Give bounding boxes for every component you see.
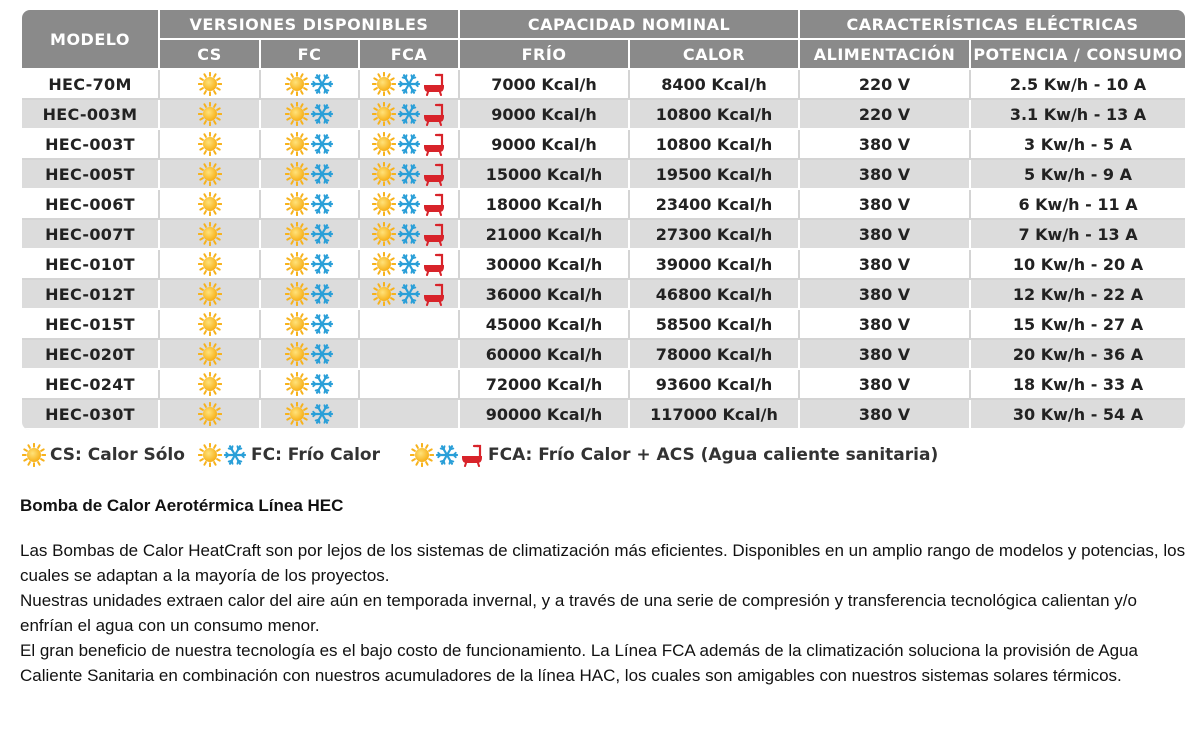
- fca-cell: [360, 220, 460, 250]
- version-icons: [198, 192, 222, 216]
- article: [20, 496, 1190, 688]
- fca-cell: [360, 280, 460, 310]
- potencia-cell: 10 Kw/h - 20 A: [971, 250, 1185, 280]
- snowflake-icon: [397, 282, 421, 306]
- frio-cell: 90000 Kcal/h: [460, 400, 630, 430]
- model-cell: HEC-005T: [22, 160, 160, 190]
- legend: [22, 438, 1185, 472]
- potencia-cell: 12 Kw/h - 22 A: [971, 280, 1185, 310]
- version-icons: [198, 342, 222, 366]
- version-icons: [198, 102, 222, 126]
- frio-cell: 60000 Kcal/h: [460, 340, 630, 370]
- sun-icon: [285, 372, 309, 396]
- alimentacion-cell: 380 V: [800, 190, 971, 220]
- fca-cell: [360, 130, 460, 160]
- fc-cell: [261, 70, 360, 100]
- sun-icon: [198, 372, 222, 396]
- model-cell: HEC-024T: [22, 370, 160, 400]
- header-model: MODELO: [22, 10, 160, 70]
- version-icons: [285, 312, 334, 336]
- bathtub-icon: [460, 443, 484, 467]
- version-icons: [372, 252, 446, 276]
- version-icons: [372, 72, 446, 96]
- sun-icon: [285, 252, 309, 276]
- alimentacion-cell: 380 V: [800, 310, 971, 340]
- model-cell: HEC-70M: [22, 70, 160, 100]
- snowflake-icon: [397, 162, 421, 186]
- sun-icon: [372, 192, 396, 216]
- fc-cell: [261, 100, 360, 130]
- bathtub-icon: [422, 72, 446, 96]
- calor-cell: 23400 Kcal/h: [630, 190, 800, 220]
- model-cell: HEC-015T: [22, 310, 160, 340]
- cs-cell: [160, 220, 261, 250]
- snowflake-icon: [435, 443, 459, 467]
- legend-item-fc: [198, 438, 380, 472]
- bathtub-icon: [422, 252, 446, 276]
- version-icons: [22, 443, 46, 467]
- frio-cell: 45000 Kcal/h: [460, 310, 630, 340]
- calor-cell: 8400 Kcal/h: [630, 70, 800, 100]
- version-icons: [285, 132, 334, 156]
- snowflake-icon: [397, 222, 421, 246]
- sun-icon: [198, 342, 222, 366]
- sun-icon: [198, 102, 222, 126]
- frio-cell: 72000 Kcal/h: [460, 370, 630, 400]
- header-capacity: CAPACIDAD NOMINAL: [460, 10, 800, 40]
- sun-icon: [372, 252, 396, 276]
- snowflake-icon: [310, 372, 334, 396]
- alimentacion-cell: 380 V: [800, 160, 971, 190]
- model-cell: HEC-020T: [22, 340, 160, 370]
- alimentacion-cell: 380 V: [800, 130, 971, 160]
- version-icons: [372, 132, 446, 156]
- version-icons: [198, 132, 222, 156]
- header-alimentacion: ALIMENTACIÓN: [800, 40, 971, 70]
- sun-icon: [285, 192, 309, 216]
- fc-cell: [261, 250, 360, 280]
- version-icons: [372, 222, 446, 246]
- fc-cell: [261, 280, 360, 310]
- cs-cell: [160, 310, 261, 340]
- table-row: [22, 70, 1185, 100]
- cs-cell: [160, 280, 261, 310]
- table-row: [22, 400, 1185, 430]
- model-cell: HEC-003T: [22, 130, 160, 160]
- fc-cell: [261, 340, 360, 370]
- table-row: [22, 160, 1185, 190]
- version-icons: [285, 222, 334, 246]
- sun-icon: [372, 222, 396, 246]
- header-calor: CALOR: [630, 40, 800, 70]
- version-icons: [198, 282, 222, 306]
- snowflake-icon: [397, 132, 421, 156]
- bathtub-icon: [422, 102, 446, 126]
- fca-cell: [360, 400, 460, 430]
- version-icons: [285, 342, 334, 366]
- frio-cell: 21000 Kcal/h: [460, 220, 630, 250]
- sun-icon: [372, 282, 396, 306]
- fca-cell: [360, 370, 460, 400]
- snowflake-icon: [397, 252, 421, 276]
- snowflake-icon: [310, 342, 334, 366]
- table-row: [22, 310, 1185, 340]
- alimentacion-cell: 380 V: [800, 250, 971, 280]
- article-paragraph-2: Nuestras unidades extraen calor del aire aún en temporada invernal, y a través de una serie de compresión y transferencia tecnológica calientan y/o enfrían el agua con un consumo menor.: [20, 591, 1137, 635]
- snowflake-icon: [310, 162, 334, 186]
- bathtub-icon: [422, 162, 446, 186]
- version-icons: [198, 72, 222, 96]
- potencia-cell: 20 Kw/h - 36 A: [971, 340, 1185, 370]
- fca-cell: [360, 70, 460, 100]
- sun-icon: [198, 282, 222, 306]
- version-icons: [372, 282, 446, 306]
- header-versions: VERSIONES DISPONIBLES: [160, 10, 460, 40]
- fc-cell: [261, 310, 360, 340]
- version-icons: [285, 372, 334, 396]
- version-icons: [372, 102, 446, 126]
- potencia-cell: 3.1 Kw/h - 13 A: [971, 100, 1185, 130]
- sun-icon: [372, 102, 396, 126]
- model-cell: HEC-007T: [22, 220, 160, 250]
- potencia-cell: 30 Kw/h - 54 A: [971, 400, 1185, 430]
- model-cell: HEC-010T: [22, 250, 160, 280]
- version-icons: [198, 312, 222, 336]
- version-icons: [285, 252, 334, 276]
- snowflake-icon: [310, 402, 334, 426]
- table-row: [22, 250, 1185, 280]
- model-cell: HEC-006T: [22, 190, 160, 220]
- snowflake-icon: [310, 282, 334, 306]
- snowflake-icon: [310, 102, 334, 126]
- model-cell: HEC-030T: [22, 400, 160, 430]
- fca-cell: [360, 310, 460, 340]
- calor-cell: 117000 Kcal/h: [630, 400, 800, 430]
- fc-cell: [261, 370, 360, 400]
- alimentacion-cell: 380 V: [800, 220, 971, 250]
- spec-table-panel: [22, 10, 1185, 430]
- version-icons: [285, 72, 334, 96]
- potencia-cell: 2.5 Kw/h - 10 A: [971, 70, 1185, 100]
- alimentacion-cell: 380 V: [800, 280, 971, 310]
- cs-cell: [160, 250, 261, 280]
- snowflake-icon: [310, 192, 334, 216]
- cs-cell: [160, 190, 261, 220]
- snowflake-icon: [310, 132, 334, 156]
- fc-cell: [261, 160, 360, 190]
- snowflake-icon: [223, 443, 247, 467]
- cs-cell: [160, 160, 261, 190]
- calor-cell: 10800 Kcal/h: [630, 130, 800, 160]
- sun-icon: [198, 72, 222, 96]
- sun-icon: [285, 132, 309, 156]
- fca-cell: [360, 250, 460, 280]
- fca-cell: [360, 160, 460, 190]
- legend-item-cs: [22, 438, 185, 472]
- table-row: [22, 340, 1185, 370]
- snowflake-icon: [310, 222, 334, 246]
- version-icons: [198, 222, 222, 246]
- sun-icon: [285, 312, 309, 336]
- fca-cell: [360, 100, 460, 130]
- bathtub-icon: [422, 282, 446, 306]
- table-row: [22, 280, 1185, 310]
- sun-icon: [198, 222, 222, 246]
- snowflake-icon: [397, 102, 421, 126]
- article-paragraph-1: Las Bombas de Calor HeatCraft son por lejos de los sistemas de climatización más eficientes. Disponibles en un amplio rango de modelos y potencias, los cuales se adaptan a la mayoría de los proyectos.: [20, 541, 1186, 585]
- fca-cell: [360, 340, 460, 370]
- frio-cell: 15000 Kcal/h: [460, 160, 630, 190]
- header-fca: FCA: [360, 40, 460, 70]
- cs-cell: [160, 370, 261, 400]
- frio-cell: 36000 Kcal/h: [460, 280, 630, 310]
- snowflake-icon: [397, 72, 421, 96]
- cs-cell: [160, 70, 261, 100]
- sun-icon: [410, 443, 434, 467]
- frio-cell: 30000 Kcal/h: [460, 250, 630, 280]
- version-icons: [198, 162, 222, 186]
- snowflake-icon: [310, 252, 334, 276]
- alimentacion-cell: 220 V: [800, 70, 971, 100]
- version-icons: [285, 282, 334, 306]
- sun-icon: [372, 162, 396, 186]
- version-icons: [372, 162, 446, 186]
- table-row: [22, 190, 1185, 220]
- article-title: Bomba de Calor Aerotérmica Línea HEC: [20, 496, 344, 515]
- header-frio: FRÍO: [460, 40, 630, 70]
- legend-fc-label: FC: Frío Calor: [251, 445, 380, 465]
- version-icons: [285, 162, 334, 186]
- alimentacion-cell: 380 V: [800, 400, 971, 430]
- sun-icon: [198, 443, 222, 467]
- version-icons: [285, 192, 334, 216]
- frio-cell: 9000 Kcal/h: [460, 130, 630, 160]
- header-electrical: CARACTERÍSTICAS ELÉCTRICAS: [800, 10, 1185, 40]
- version-icons: [372, 192, 446, 216]
- snowflake-icon: [397, 192, 421, 216]
- table-row: [22, 370, 1185, 400]
- table-body: [22, 70, 1185, 430]
- potencia-cell: 7 Kw/h - 13 A: [971, 220, 1185, 250]
- sun-icon: [285, 222, 309, 246]
- model-cell: HEC-003M: [22, 100, 160, 130]
- sun-icon: [198, 162, 222, 186]
- frio-cell: 9000 Kcal/h: [460, 100, 630, 130]
- header-potencia: POTENCIA / CONSUMO: [971, 40, 1185, 70]
- legend-fca-label: FCA: Frío Calor + ACS (Agua caliente sanitaria): [488, 445, 939, 465]
- alimentacion-cell: 380 V: [800, 370, 971, 400]
- calor-cell: 46800 Kcal/h: [630, 280, 800, 310]
- calor-cell: 27300 Kcal/h: [630, 220, 800, 250]
- fca-cell: [360, 190, 460, 220]
- sun-icon: [22, 443, 46, 467]
- cs-cell: [160, 130, 261, 160]
- calor-cell: 19500 Kcal/h: [630, 160, 800, 190]
- potencia-cell: 18 Kw/h - 33 A: [971, 370, 1185, 400]
- cs-cell: [160, 400, 261, 430]
- alimentacion-cell: 220 V: [800, 100, 971, 130]
- fc-cell: [261, 130, 360, 160]
- alimentacion-cell: 380 V: [800, 340, 971, 370]
- sun-icon: [198, 192, 222, 216]
- version-icons: [198, 402, 222, 426]
- cs-cell: [160, 340, 261, 370]
- sun-icon: [285, 282, 309, 306]
- version-icons: [285, 102, 334, 126]
- article-paragraph-3: El gran beneficio de nuestra tecnología es el bajo costo de funcionamiento. La Línea FCA además de la climatización soluciona la provisión de Agua Caliente Sanitaria en combinación con nuestros acumuladores de la línea HAC, los cuales son amigables con nuestros sistemas solares térmicos.: [20, 641, 1138, 685]
- sun-icon: [198, 252, 222, 276]
- sun-icon: [285, 102, 309, 126]
- version-icons: [410, 443, 484, 467]
- fc-cell: [261, 190, 360, 220]
- sun-icon: [285, 72, 309, 96]
- frio-cell: 18000 Kcal/h: [460, 190, 630, 220]
- legend-cs-label: CS: Calor Sólo: [50, 445, 185, 465]
- fc-cell: [261, 400, 360, 430]
- legend-item-fca: [410, 438, 938, 472]
- calor-cell: 10800 Kcal/h: [630, 100, 800, 130]
- snowflake-icon: [310, 312, 334, 336]
- fc-cell: [261, 220, 360, 250]
- header-fc: FC: [261, 40, 360, 70]
- calor-cell: 78000 Kcal/h: [630, 340, 800, 370]
- calor-cell: 58500 Kcal/h: [630, 310, 800, 340]
- sun-icon: [285, 342, 309, 366]
- version-icons: [198, 252, 222, 276]
- sun-icon: [372, 132, 396, 156]
- bathtub-icon: [422, 222, 446, 246]
- calor-cell: 93600 Kcal/h: [630, 370, 800, 400]
- cs-cell: [160, 100, 261, 130]
- potencia-cell: 6 Kw/h - 11 A: [971, 190, 1185, 220]
- potencia-cell: 5 Kw/h - 9 A: [971, 160, 1185, 190]
- sun-icon: [372, 72, 396, 96]
- potencia-cell: 15 Kw/h - 27 A: [971, 310, 1185, 340]
- sun-icon: [198, 312, 222, 336]
- frio-cell: 7000 Kcal/h: [460, 70, 630, 100]
- table-row: [22, 100, 1185, 130]
- calor-cell: 39000 Kcal/h: [630, 250, 800, 280]
- sun-icon: [198, 402, 222, 426]
- header-cs: CS: [160, 40, 261, 70]
- potencia-cell: 3 Kw/h - 5 A: [971, 130, 1185, 160]
- bathtub-icon: [422, 132, 446, 156]
- table-row: [22, 130, 1185, 160]
- version-icons: [285, 402, 334, 426]
- version-icons: [198, 443, 247, 467]
- sun-icon: [285, 162, 309, 186]
- spec-table: [22, 10, 1185, 430]
- table-row: [22, 220, 1185, 250]
- model-cell: HEC-012T: [22, 280, 160, 310]
- version-icons: [198, 372, 222, 396]
- bathtub-icon: [422, 192, 446, 216]
- sun-icon: [198, 132, 222, 156]
- sun-icon: [285, 402, 309, 426]
- snowflake-icon: [310, 72, 334, 96]
